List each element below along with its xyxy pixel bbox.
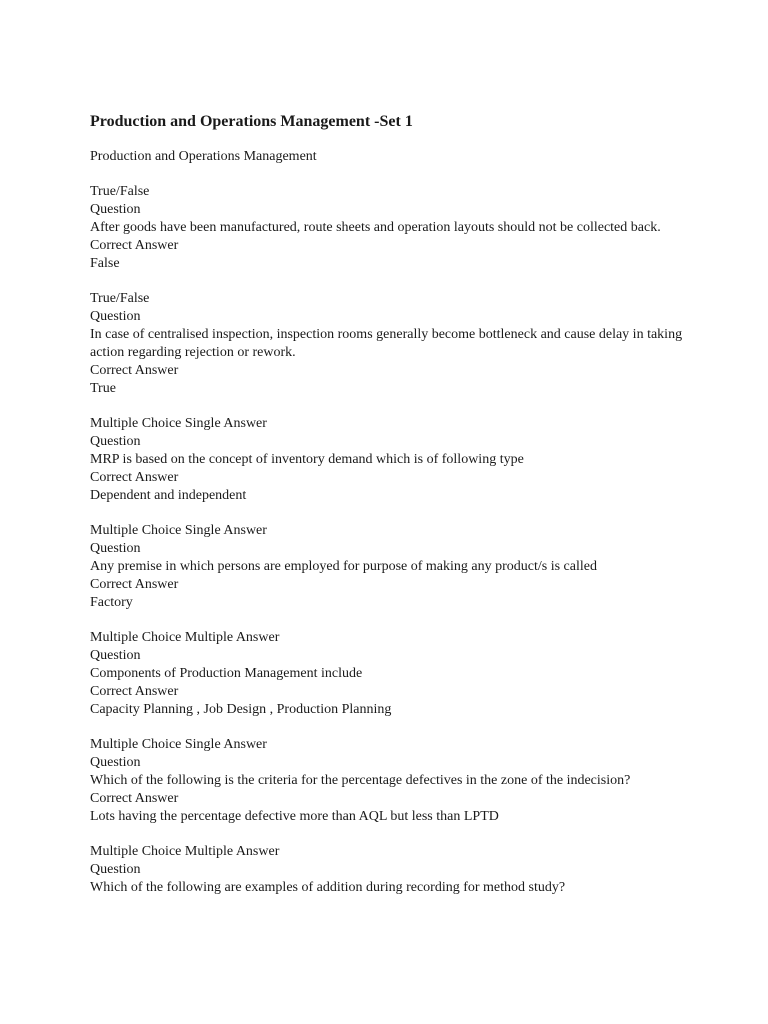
answer-text: False	[90, 256, 120, 271]
correct-answer-label: Correct Answer	[90, 684, 179, 699]
question-label: Question	[90, 648, 141, 663]
question-label: Question	[90, 541, 141, 556]
question-text: In case of centralised inspection, inspection rooms generally become bottleneck and cause delay in taking action regarding rejection or rework.	[90, 327, 683, 360]
answer-text: Lots having the percentage defective more than AQL but less than LPTD	[90, 809, 499, 824]
question-type: True/False	[90, 291, 150, 306]
question-label: Question	[90, 755, 141, 770]
question-type: Multiple Choice Multiple Answer	[90, 844, 280, 859]
qa-item-4	[90, 522, 690, 612]
question-label: Question	[90, 309, 141, 324]
document-page	[90, 110, 690, 914]
correct-answer-label: Correct Answer	[90, 577, 179, 592]
question-label: Question	[90, 434, 141, 449]
document-subtitle: Production and Operations Management	[90, 149, 317, 164]
question-type: Multiple Choice Single Answer	[90, 416, 267, 431]
question-type: True/False	[90, 184, 150, 199]
answer-text: Factory	[90, 595, 133, 610]
question-label: Question	[90, 862, 141, 877]
answer-text: True	[90, 381, 116, 396]
question-text: Components of Production Management include	[90, 666, 363, 681]
qa-item-5	[90, 629, 690, 719]
question-text: After goods have been manufactured, route sheets and operation layouts should not be collected back.	[90, 220, 661, 235]
qa-item-1	[90, 183, 690, 273]
question-type: Multiple Choice Single Answer	[90, 737, 267, 752]
question-text: Which of the following are examples of addition during recording for method study?	[90, 880, 566, 895]
question-label: Question	[90, 202, 141, 217]
qa-item-6	[90, 736, 690, 826]
correct-answer-label: Correct Answer	[90, 470, 179, 485]
correct-answer-label: Correct Answer	[90, 238, 179, 253]
qa-item-3	[90, 415, 690, 505]
document-title: Production and Operations Management -Set 1	[90, 113, 413, 130]
correct-answer-label: Correct Answer	[90, 791, 179, 806]
answer-text: Dependent and independent	[90, 488, 247, 503]
correct-answer-label: Correct Answer	[90, 363, 179, 378]
qa-item-2	[90, 290, 690, 398]
question-type: Multiple Choice Single Answer	[90, 523, 267, 538]
answer-text: Capacity Planning , Job Design , Production Planning	[90, 702, 392, 717]
question-type: Multiple Choice Multiple Answer	[90, 630, 280, 645]
qa-item-7	[90, 843, 690, 897]
question-text: Which of the following is the criteria for the percentage defectives in the zone of the indecision?	[90, 773, 631, 788]
question-text: MRP is based on the concept of inventory demand which is of following type	[90, 452, 524, 467]
question-text: Any premise in which persons are employed for purpose of making any product/s is called	[90, 559, 597, 574]
